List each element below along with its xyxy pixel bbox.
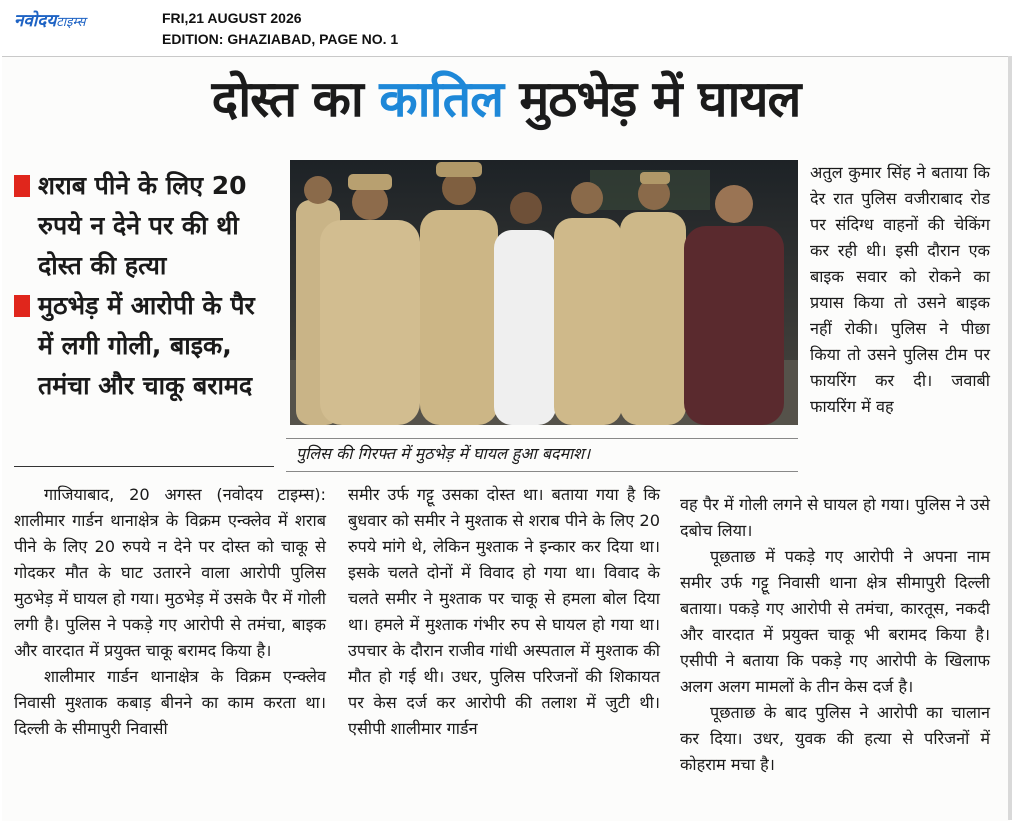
article-column-3-top — [810, 160, 990, 420]
bullet-item — [14, 286, 276, 406]
paragraph: शालीमार गार्डन थानाक्षेत्र के विक्रम एन्क्लेव निवासी मुश्ताक कबाड़ बीनने का काम करता था। दिल्ली के सीमापुरी निवासी — [14, 667, 326, 738]
edition-info — [162, 8, 398, 50]
article-headline — [0, 64, 1012, 134]
bullet-square-icon — [14, 295, 30, 317]
bullet-square-icon — [14, 175, 30, 197]
paragraph: अतुल कुमार सिंह ने बताया कि देर रात पुलिस वजीराबाद रोड पर संदिग्ध वाहनों की चेकिंग कर रही थी। इसी दौरान एक बाइक सवार को रोकने का प्रयास किया तो उसने बाइक नहीं रोकी। पुलिस ने पीछा किया तो उसने पुलिस टीम पर फायरिंग कर दी। जवाबी फायरिंग में वह — [810, 163, 990, 416]
article-column-2 — [348, 482, 660, 742]
highlight-bullets — [14, 166, 276, 406]
paragraph: समीर उर्फ गट्टू उसका दोस्त था। बताया गया है कि बुधवार को समीर ने मुश्ताक से शराब पीने के लिए 20 रुपये मांगे थे, लेकिन मुश्ताक ने इन्कार कर दिया था। इसके चलते दोनों में विवाद हो गया था। विवाद के चलते समीर ने मुश्ताक पर चाकू से हमला बोल दिया था। हमले में मुश्ताक गंभीर रुप से घायल हो गया था। उपचार के दौरान राजीव गांधी अस्पताल में मुश्ताक की मौत हो गई थी। उधर, पुलिस परिजनों की शिकायत पर केस दर्ज कर आरोपी की तलाश में जुटी थी। एसीपी शालीमार गार्डन — [348, 485, 660, 738]
logo-main: नवोदय — [14, 11, 57, 31]
masthead-bar — [0, 0, 1012, 56]
paragraph: गाजियाबाद, 20 अगस्त (नवोदय टाइम्स): शालीमार गार्डन थानाक्षेत्र के विक्रम एन्क्लेव में शराब पीने के लिए 20 रुपये न देने पर दोस्त को चाकू से गोदकर मौत के घाट उतारने वाला आरोपी पुलिस मुठभेड़ में घायल हो गया। मुठभेड़ में उसके पैर में गोली लगी है। पुलिस ने पकड़े गए आरोपी से तमंचा, बाइक और वारदात में प्रयुक्त चाकू बरामद किया है। — [14, 485, 326, 660]
photo-caption: पुलिस की गिरफ्त में मुठभेड़ में घायल हुआ बदमाश। — [286, 438, 798, 472]
logo-sub: टाइम्स — [56, 15, 86, 30]
headline-highlight: कातिल — [379, 70, 503, 128]
headline-part2: मुठभेड़ में घायल — [502, 70, 801, 128]
headline-part1: दोस्त का — [211, 70, 380, 128]
paragraph: पूछताछ में पकड़े गए आरोपी ने अपना नाम समीर उर्फ गट्टू निवासी थाना क्षेत्र सीमापुरी दिल्ली बताया। पकड़े गए आरोपी से तमंचा, कारतूस, नकदी और वारदात में प्रयुक्त चाकू भी बरामद किया है। एसीपी ने बताया कि पकड़े गए आरोपी के खिलाफ अलग अलग मामलों के तीन केस दर्ज है। — [680, 547, 990, 696]
news-photo — [290, 160, 798, 425]
bullet-text: मुठभेड़ में आरोपी के पैर में लगी गोली, बाइक, तमंचा और चाकू बरामद — [38, 291, 255, 400]
paragraph: वह पैर में गोली लगने से घायल हो गया। पुलिस ने उसे दबोच लिया। — [680, 495, 990, 540]
bullet-text: शराब पीने के लिए 20 रुपये न देने पर की थी दोस्त की हत्या — [38, 171, 247, 280]
newspaper-logo[interactable] — [14, 8, 86, 31]
edition-line: EDITION: GHAZIABAD, PAGE NO. 1 — [162, 31, 399, 47]
article-column-1 — [14, 482, 326, 742]
date-line: FRI,21 AUGUST 2026 — [162, 10, 302, 26]
police-group-photo — [290, 160, 798, 425]
divider — [14, 466, 274, 467]
paragraph: पूछताछ के बाद पुलिस ने आरोपी का चालान कर दिया। उधर, युवक की हत्या से परिजनों में कोहराम मचा है। — [680, 703, 990, 774]
article-column-3-bottom — [680, 492, 990, 778]
page-edge — [1008, 56, 1012, 820]
bullet-item — [14, 166, 276, 286]
